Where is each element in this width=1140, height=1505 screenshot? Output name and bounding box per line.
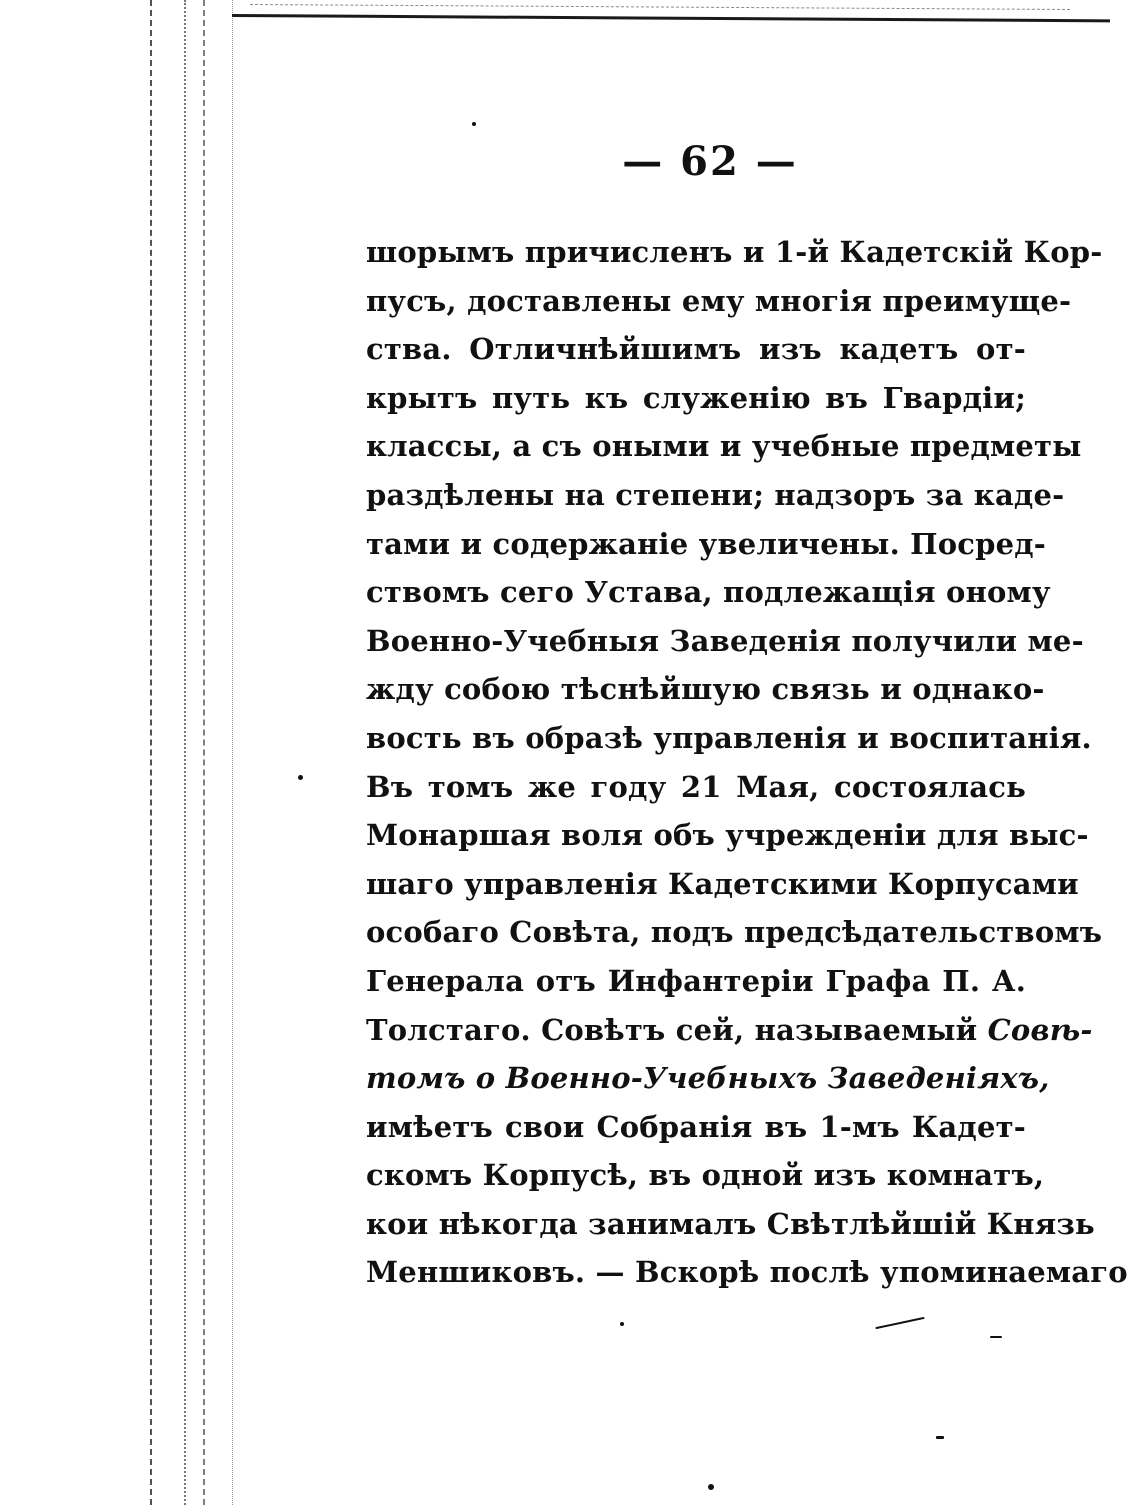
text-line-prefix: Толстаго. Совѣтъ сей, называемый xyxy=(366,1012,988,1047)
scan-speck xyxy=(708,1484,714,1490)
text-line-mixed xyxy=(366,1006,1093,1055)
scan-speck xyxy=(875,1317,924,1329)
text-line: скомъ Корпусѣ, въ одной изъ комнатъ, xyxy=(366,1158,1045,1193)
text-line: шорымъ причисленъ и 1-й Кадетскій Кор- xyxy=(366,235,1103,269)
text-line: ства. Отличнѣйшимъ изъ кадетъ от- xyxy=(366,332,1026,367)
scan-speck xyxy=(990,1336,1002,1338)
text-line: жду собою тѣснѣйшую связь и однако- xyxy=(366,672,1045,707)
scan-speck xyxy=(298,775,303,780)
text-line: особаго Совѣта, подъ предсѣдательствомъ xyxy=(366,915,1103,950)
text-line: классы, а съ оными и учебные предметы xyxy=(366,429,1082,464)
scan-speck xyxy=(620,1322,624,1326)
binding-gutter-line xyxy=(203,0,205,1505)
italic-text-line: томъ о Военно-Учебныхъ Заведеніяхъ, xyxy=(366,1061,1050,1096)
scan-speck xyxy=(472,122,476,126)
text-line: вость въ образѣ управленія и воспитанія. xyxy=(366,720,1092,755)
text-line: пусъ, доставлены ему многія преимуще- xyxy=(366,283,1072,318)
text-line: тами и содержаніе увеличены. Посред- xyxy=(366,526,1047,561)
binding-gutter-line xyxy=(232,0,233,1505)
italic-text: Совѣ- xyxy=(987,1012,1093,1047)
text-line: ствомъ сего Устава, подлежащія оному xyxy=(366,575,1051,610)
text-line: Генерала отъ Инфантеріи Графа П. А. xyxy=(366,963,1026,998)
binding-gutter-line xyxy=(184,0,186,1505)
body-text xyxy=(366,228,1128,1297)
text-line: Въ томъ же году 21 Мая, состоялась xyxy=(366,769,1026,804)
text-line: кои нѣкогда занималъ Свѣтлѣйшій Князь xyxy=(366,1206,1095,1241)
text-line: имѣетъ свои Собранія въ 1-мъ Кадет- xyxy=(366,1109,1026,1144)
text-line: Меншиковъ. — Вскорѣ послѣ упоминаемаго xyxy=(366,1255,1128,1290)
text-line: Военно-Учебныя Заведенія получили ме- xyxy=(366,623,1084,658)
top-edge-artifact xyxy=(250,4,1070,10)
top-border-rule xyxy=(232,14,1110,22)
text-line: Монаршая воля объ учрежденіи для выс- xyxy=(366,818,1089,853)
text-line: шаго управленія Кадетскими Корпусами xyxy=(366,866,1079,901)
binding-gutter-line xyxy=(150,0,152,1505)
page-number-header: — 62 — xyxy=(622,138,798,185)
text-line: крытъ путь къ служенію въ Гвардіи; xyxy=(366,380,1026,415)
text-line: раздѣлены на степени; надзоръ за каде- xyxy=(366,477,1065,512)
scan-speck xyxy=(936,1436,944,1439)
